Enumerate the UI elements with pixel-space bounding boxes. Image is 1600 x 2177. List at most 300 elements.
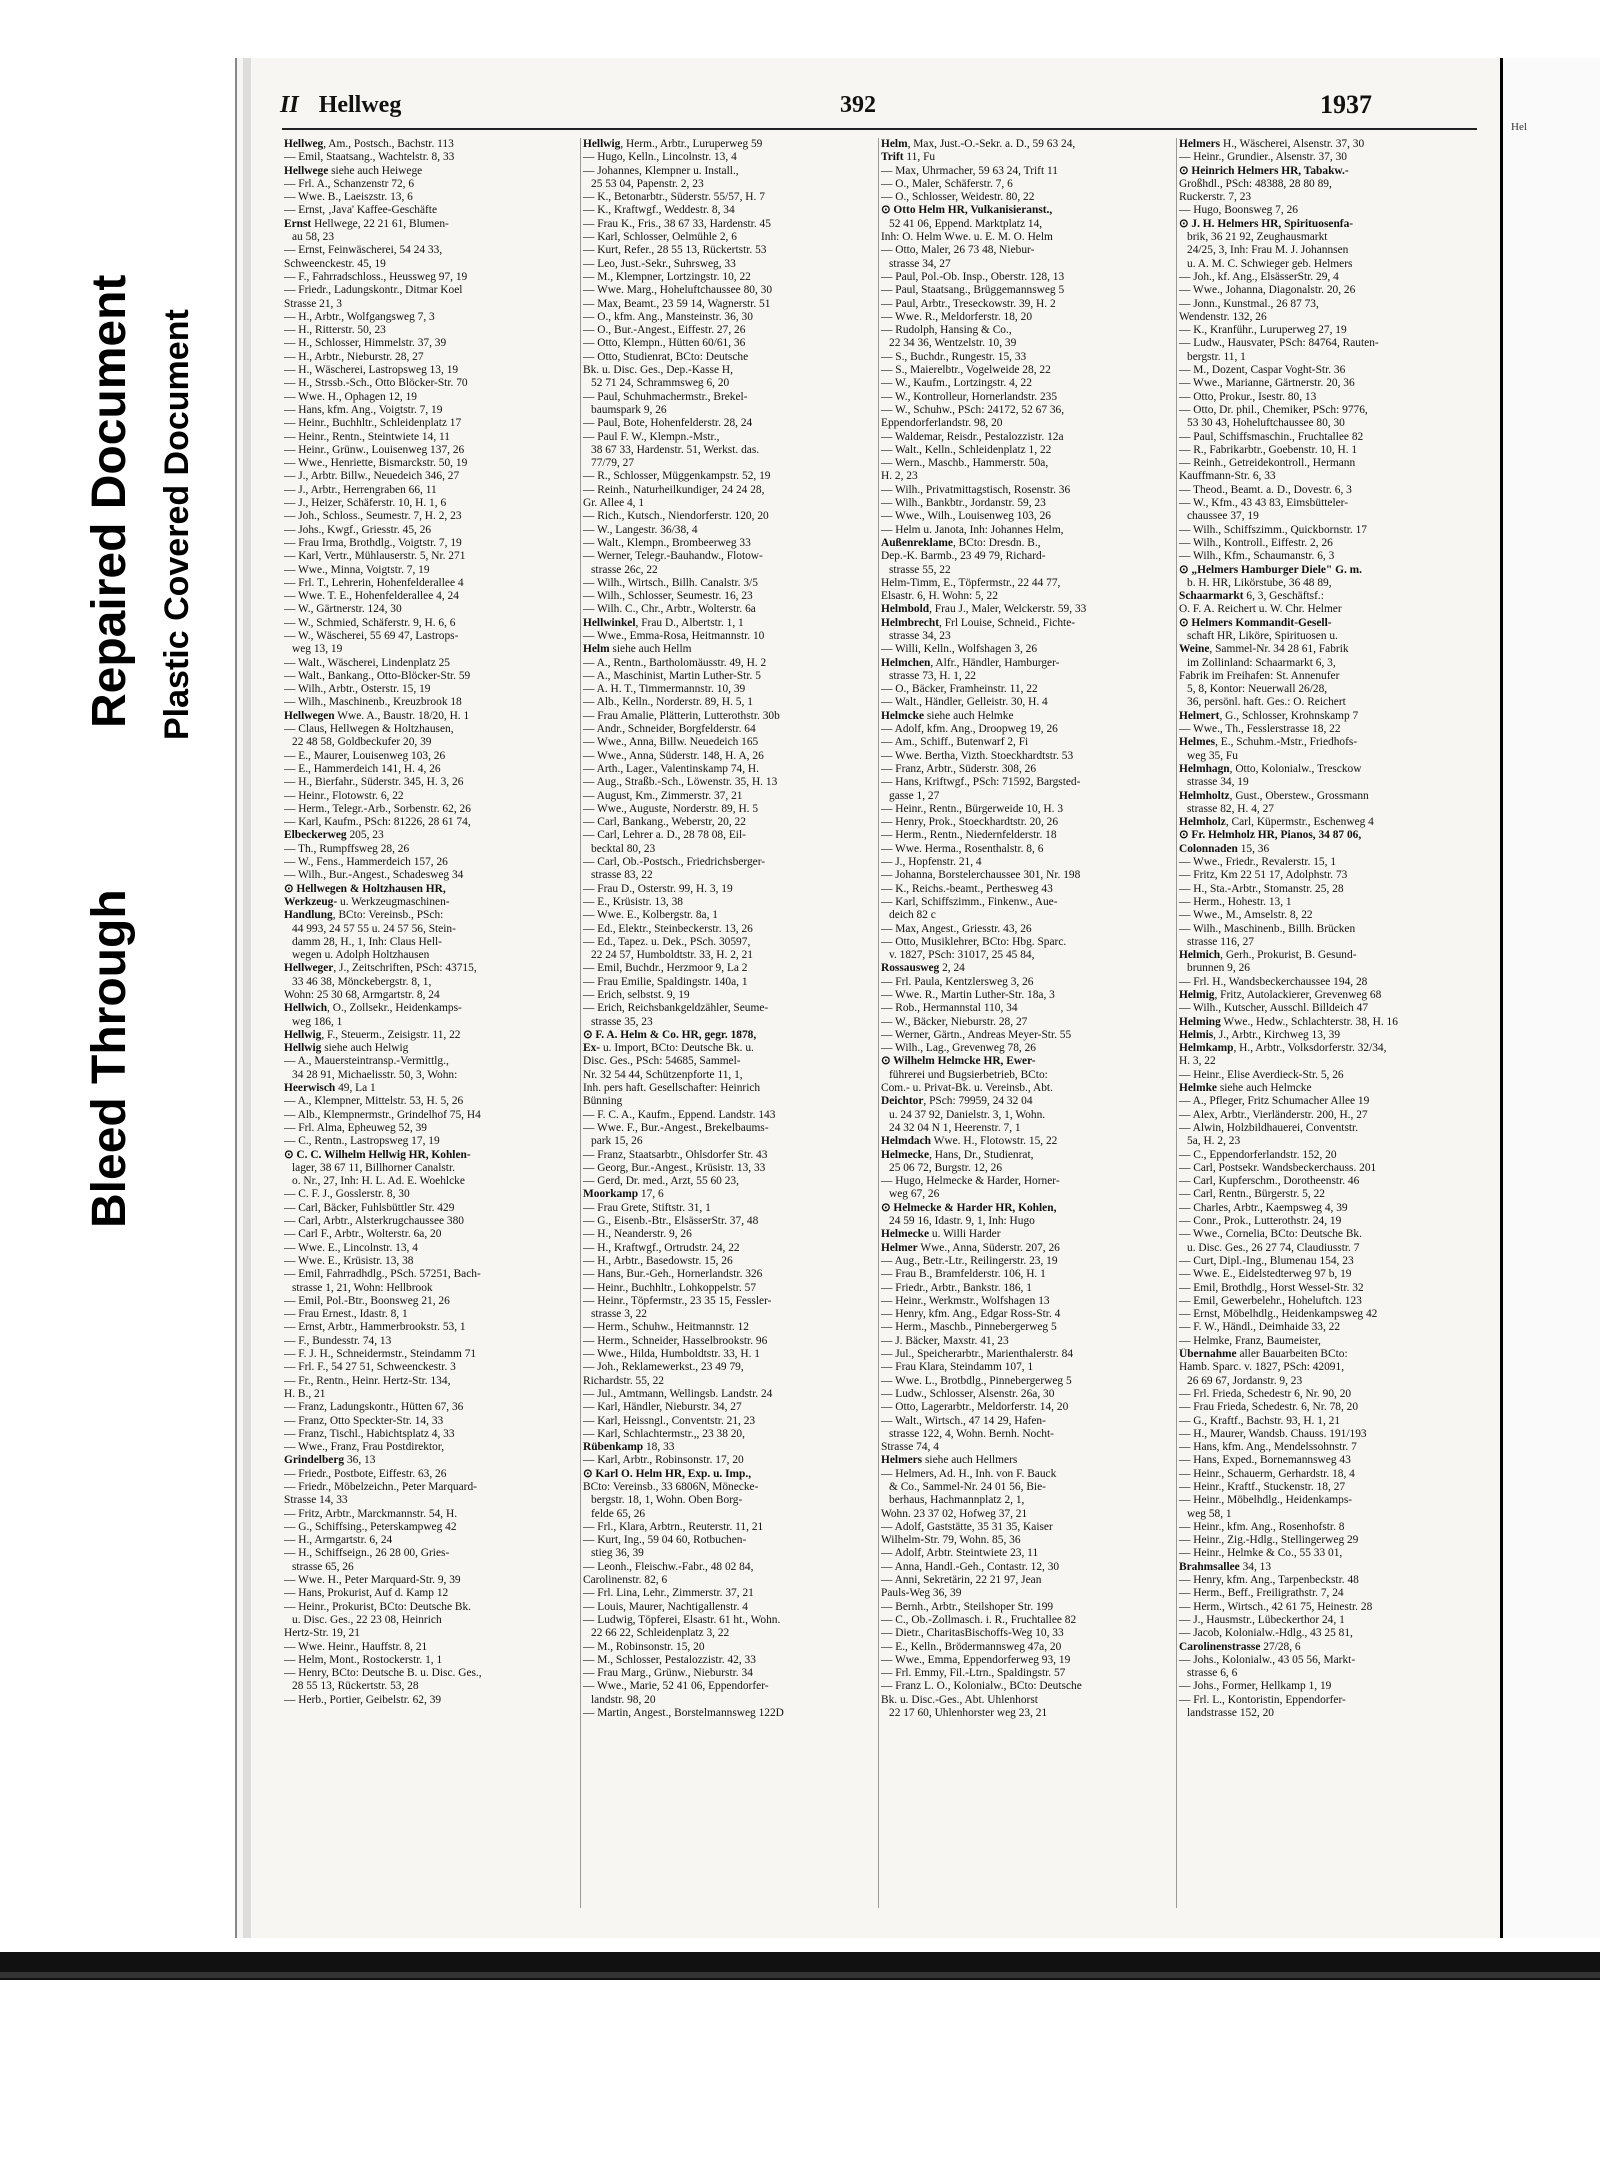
directory-line: — Alb., Klempnermstr., Grindelhof 75, H4 — [284, 1108, 481, 1121]
directory-line: — Frl. H., Wandsbeckerchaussee 194, 28 — [1179, 975, 1368, 988]
directory-line: — J., Arbtr., Herrengraben 66, 11 — [284, 483, 437, 496]
directory-line: Helming Wwe., Hedw., Schlachterstr. 38, H. 16 — [1179, 1015, 1398, 1028]
directory-line: landstrasse 152, 20 — [1187, 1707, 1274, 1720]
directory-line: 5, 8, Kontor: Neuerwall 26/28, — [1187, 683, 1328, 696]
directory-line: — Wilh., Wirtsch., Billh. Canalstr. 3/5 — [583, 576, 758, 589]
directory-line: — Kurt, Refer., 28 55 13, Rückertstr. 53 — [583, 244, 767, 257]
directory-line: — Georg, Bur.-Angest., Krüsistr. 13, 33 — [583, 1161, 766, 1174]
directory-line: — W., Schmied, Schäferstr. 9, H. 6, 6 — [284, 616, 456, 629]
directory-line: baumspark 9, 26 — [591, 403, 667, 416]
directory-line: — Emil, Fahrradhdlg., PSch. 57251, Bach- — [284, 1268, 481, 1281]
directory-line: — Hugo, Kelln., Lincolnstr. 13, 4 — [583, 151, 737, 164]
directory-line: — Rob., Hermannstal 110, 34 — [881, 1002, 1018, 1015]
directory-line: — Werner, Telegr.-Bauhandw., Flotow- — [583, 550, 763, 563]
directory-line: — Erich, selbstst. 9, 19 — [583, 989, 690, 1001]
directory-line: im Zollinland: Schaarmarkt 6, 3, — [1187, 656, 1336, 669]
directory-line: — Ernst, Feinwäscherei, 54 24 33, — [284, 244, 443, 257]
directory-line: — Franz, Otto Speckter-Str. 14, 33 — [284, 1414, 444, 1427]
directory-line: — Friedr., Arbtr., Bankstr. 186, 1 — [881, 1281, 1032, 1294]
directory-line: Trift 11, Fu — [881, 151, 936, 164]
directory-line: — Wilh., Kontroll., Eiffestr. 2, 26 — [1179, 536, 1333, 549]
directory-line: strasse 34, 23 — [889, 629, 951, 642]
directory-line: — C. F. J., Gosslerstr. 8, 30 — [284, 1188, 410, 1201]
directory-line: — Erich, Reichsbankgeldzähler, Seume- — [583, 1002, 769, 1015]
directory-line: — Henry, kfm. Ang., Edgar Ross-Str. 4 — [881, 1308, 1061, 1321]
plastic-covered-stamp: Plastic Covered Document — [158, 309, 196, 740]
column-4 — [1176, 138, 1469, 1908]
directory-line: 28 55 13, Rückertstr. 53, 28 — [292, 1680, 419, 1693]
directory-line: — Anni, Sekretärin, 22 21 97, Jean — [881, 1574, 1042, 1587]
directory-line: 33 46 38, Mönckebergstr. 8, 1, — [292, 975, 432, 988]
directory-line: — Heinr., Buchhltr., Lohkoppelstr. 57 — [583, 1281, 757, 1294]
directory-line: — K., Betonarbtr., Süderstr. 55/57, H. 7 — [583, 191, 765, 204]
directory-line: Wohn: 25 30 68, Armgartstr. 8, 24 — [284, 989, 440, 1001]
directory-line: — Frl. Lina, Lehr., Zimmerstr. 37, 21 — [583, 1587, 754, 1600]
directory-line: — Emil, Staatsang., Wachtelstr. 8, 33 — [284, 151, 455, 164]
directory-line: & Co., Sammel-Nr. 24 01 56, Bie- — [889, 1480, 1046, 1493]
directory-line: 5a, H. 2, 23 — [1187, 1135, 1241, 1148]
directory-line: — Joh., kf. Ang., ElsässerStr. 29, 4 — [1179, 270, 1339, 283]
directory-line: — M., Dozent, Caspar Voght-Str. 36 — [1179, 364, 1346, 377]
directory-line: — Wwe. R., Martin Luther-Str. 18a, 3 — [881, 989, 1055, 1001]
adjacent-page-text: Hel — [1511, 121, 1527, 133]
directory-line: — Karl, Kaufm., PSch: 81226, 28 61 74, — [284, 816, 471, 829]
directory-line: — Otto, Prokur., Isestr. 80, 13 — [1179, 390, 1317, 403]
directory-line: — Rich., Kutsch., Niendorferstr. 120, 20 — [583, 510, 769, 523]
directory-line: — S., Buchdr., Rungestr. 15, 33 — [881, 350, 1027, 363]
directory-line: — Emil, Gewerbelehr., Hoheluftch. 123 — [1179, 1294, 1362, 1307]
directory-line: — M., Schlosser, Pestalozzistr. 42, 33 — [583, 1653, 756, 1666]
directory-line: — Wwe., Cornelia, BCto: Deutsche Bk. — [1179, 1228, 1362, 1241]
directory-line: 22 48 58, Goldbeckufer 20, 39 — [292, 736, 432, 749]
directory-line: — Wwe., Anna, Süderstr. 148, H. A, 26 — [583, 749, 764, 762]
directory-line: Helmdach Wwe. H., Flotowstr. 15, 22 — [881, 1135, 1058, 1148]
directory-line: Helmes, E., Schuhm.-Mstr., Friedhofs- — [1179, 736, 1358, 749]
directory-line: — Conr., Prok., Lutterothstr. 24, 19 — [1179, 1215, 1342, 1228]
directory-line: Werkzeug- u. Werkzeugmaschinen- — [284, 895, 450, 908]
directory-line: — Theod., Beamt. a. D., Dovestr. 6, 3 — [1179, 483, 1352, 496]
directory-line: Hellweger, J., Zeitschriften, PSch: 43715, — [284, 962, 477, 975]
directory-line: — Heinr., kfm. Ang., Rosenhofstr. 8 — [1179, 1520, 1345, 1533]
directory-line: — Johs., Kolonialw., 43 05 56, Markt- — [1179, 1653, 1356, 1666]
directory-line: — M., Robinsonstr. 15, 20 — [583, 1640, 705, 1653]
directory-line: 22 17 60, Uhlenhorster weg 23, 21 — [889, 1707, 1048, 1720]
directory-line: — Wwe., Marie, 52 41 06, Eppendorfer- — [583, 1680, 769, 1693]
directory-line: — O., Schlosser, Weidestr. 80, 22 — [881, 191, 1035, 204]
directory-line: — Wilh., Bankbtr., Jordanstr. 59, 23 — [881, 497, 1046, 510]
directory-line: — A., Rentn., Bartholomäusstr. 49, H. 2 — [583, 656, 767, 669]
directory-line: — H., Arbtr., Wolfgangsweg 7, 3 — [284, 310, 435, 323]
directory-line: — Wwe., Emma, Eppendorferweg 93, 19 — [881, 1653, 1071, 1666]
directory-line: — Frau Irma, Brothdlg., Voigtstr. 7, 19 — [284, 536, 462, 549]
directory-line: — F. W., Händl., Deimhaide 33, 22 — [1179, 1321, 1341, 1334]
directory-line: Außenreklame, BCto: Dresdn. B., — [881, 536, 1041, 549]
directory-line: — Arth., Lager., Valentinskamp 74, H. — [583, 762, 760, 775]
directory-line: — Helmke, Franz, Baumeister, — [1179, 1334, 1321, 1347]
directory-line: — Hans, Bur.-Geh., Hornerlandstr. 326 — [583, 1268, 763, 1281]
directory-line: — Herm., Wirtsch., 42 61 75, Heinestr. 28 — [1179, 1600, 1373, 1613]
directory-line: — J., Heizer, Schäferstr. 10, H. 1, 6 — [284, 497, 447, 510]
directory-line: — Alwin, Holzbildhauerei, Conventstr. — [1179, 1121, 1359, 1134]
directory-line: — Ludw., Schlosser, Alsenstr. 26a, 30 — [881, 1387, 1055, 1400]
directory-line: — E., Maurer, Louisenweg 103, 26 — [284, 749, 446, 762]
directory-line: — Heinr., Rentn., Bürgerweide 10, H. 3 — [881, 802, 1064, 815]
directory-line: — Frau Ernest., Idastr. 8, 1 — [284, 1308, 408, 1321]
directory-line: — Adolf, kfm. Ang., Droopweg 19, 26 — [881, 723, 1058, 736]
directory-line: — W., Langestr. 36/38, 4 — [583, 523, 698, 536]
directory-line: — Carl, Arbtr., Alsterkrugchaussee 380 — [284, 1215, 465, 1228]
directory-line: strasse 26c, 22 — [591, 563, 658, 576]
directory-line: Helmkamp, H., Arbtr., Volksdorferstr. 32/34, — [1179, 1042, 1387, 1055]
page-header — [280, 92, 1480, 128]
directory-line: ⊙ Helmecke & Harder HR, Kohlen, — [881, 1201, 1057, 1214]
directory-line: — Franz, Staatsarbtr., Ohlsdorfer Str. 43 — [583, 1148, 768, 1161]
directory-line: wegen u. Adolph Holtzhausen — [292, 949, 430, 962]
directory-line: — R., Schlosser, Müggenkampstr. 52, 19 — [583, 470, 771, 483]
directory-line: — H., Sta.-Arbtr., Stomanstr. 25, 28 — [1179, 882, 1344, 895]
directory-line: strasse 122, 4, Wohn. Bernh. Nocht- — [889, 1427, 1054, 1440]
directory-line: — Herm., Maschb., Pinnebergerweg 5 — [881, 1321, 1057, 1334]
directory-line: — Frl. F., 54 27 51, Schweenckestr. 3 — [284, 1361, 456, 1374]
directory-line: 24 32 04 N 1, Heerenstr. 7, 1 — [889, 1121, 1021, 1134]
directory-line: — Joh., Reklamewerkst., 23 49 79, — [583, 1361, 744, 1374]
directory-line: — Heinr., Prokurist, BCto: Deutsche Bk. — [284, 1600, 471, 1613]
directory-line: b. H. HR, Likörstube, 36 48 89, — [1187, 576, 1332, 589]
directory-line: Hellwich, O., Zollsekr., Heidenkamps- — [284, 1002, 462, 1015]
directory-line: — Wwe. Heinr., Hauffstr. 8, 21 — [284, 1640, 428, 1653]
directory-line: — Karl, Schiffszimm., Finkenw., Aue- — [881, 895, 1058, 908]
directory-line: strasse 83, 22 — [591, 869, 653, 882]
directory-line: 25 06 72, Burgstr. 12, 26 — [889, 1161, 1003, 1174]
directory-line: becktal 80, 23 — [591, 842, 656, 855]
directory-line: — Frl., Klara, Arbtrn., Reuterstr. 11, 21 — [583, 1520, 764, 1533]
directory-line: — Walt., Klempn., Brombeerweg 33 — [583, 536, 751, 549]
directory-line: bergstr. 11, 1 — [1187, 350, 1246, 363]
directory-line: u. Disc. Ges., 22 23 08, Heinrich — [292, 1613, 442, 1626]
directory-line: Helmholz, Carl, Küpermstr., Eschenweg 4 — [1179, 816, 1374, 829]
directory-line: Rübenkamp 18, 33 — [583, 1441, 675, 1454]
directory-line: Inh. pers haft. Gesellschafter: Heinrich — [583, 1082, 761, 1095]
directory-line: Gr. Allee 4, 1 — [583, 497, 645, 510]
directory-line: — Ernst, ‚Java' Kaffee-Geschäfte — [284, 204, 438, 217]
directory-line: 22 34 36, Wentzelstr. 10, 39 — [889, 337, 1017, 350]
directory-line: — Walt., Kelln., Schleidenplatz 1, 22 — [881, 443, 1052, 456]
directory-line: Deichtor, PSch: 79959, 24 32 04 — [881, 1095, 1033, 1108]
directory-line: — Dietr., CharitasBischoffs-Weg 10, 33 — [881, 1627, 1064, 1640]
directory-line: — Wwe., Marianne, Gärtnerstr. 20, 36 — [1179, 377, 1355, 390]
directory-line: v. 1827, PSch: 31017, 25 45 84, — [889, 949, 1035, 962]
directory-line: — Ludwig, Töpferei, Elsastr. 61 ht., Wohn. — [583, 1613, 781, 1626]
directory-line: H. B., 21 — [284, 1387, 326, 1400]
directory-line: park 15, 26 — [591, 1135, 643, 1148]
directory-line: ⊙ Karl O. Helm HR, Exp. u. Imp., — [583, 1467, 752, 1480]
directory-line: — Wern., Maschb., Hammerstr. 50a, — [881, 457, 1049, 470]
directory-line: Com.- u. Privat-Bk. u. Vereinsb., Abt. — [881, 1082, 1053, 1095]
directory-line: — Carl, Lehrer a. D., 28 78 08, Eil- — [583, 829, 746, 842]
directory-line: strasse 116, 27 — [1187, 935, 1254, 948]
directory-line: — H., Wäscherei, Lastropsweg 13, 19 — [284, 364, 459, 377]
directory-line: Helm siehe auch Hellm — [583, 643, 692, 656]
directory-line: — Andr., Schneider, Borgfelderstr. 64 — [583, 723, 756, 736]
directory-line: — Wilh., Lag., Grevenweg 78, 26 — [881, 1042, 1036, 1055]
directory-line: — Wwe. H., Ophagen 12, 19 — [284, 390, 417, 403]
directory-line: — Franz, Arbtr., Süderstr. 308, 26 — [881, 762, 1037, 775]
directory-line: bergstr. 18, 1, Wohn. Oben Borg- — [591, 1494, 743, 1507]
directory-line: — Heinr., Grünw., Louisenweg 137, 26 — [284, 443, 465, 456]
page-number: 392 — [840, 92, 876, 118]
directory-line: brunnen 9, 26 — [1187, 962, 1250, 975]
directory-line: strasse 3, 22 — [591, 1308, 647, 1321]
directory-line: — Karl, Arbtr., Robinsonstr. 17, 20 — [583, 1454, 744, 1467]
directory-line: — Heinr., Rentn., Steintwiete 14, 11 — [284, 430, 450, 443]
directory-line: — Wwe. Herma., Rosenthalstr. 8, 6 — [881, 842, 1044, 855]
directory-line: — O., Maler, Schäferstr. 7, 6 — [881, 177, 1013, 190]
directory-line: — Wilh., Maschinenb., Kreuzbrook 18 — [284, 696, 462, 709]
directory-line: — Frau D., Osterstr. 99, H. 3, 19 — [583, 882, 733, 895]
directory-line: — G., Eisenb.-Btr., ElsässerStr. 37, 48 — [583, 1215, 759, 1228]
directory-line: — Wilh., Schlosser, Seumestr. 16, 23 — [583, 590, 753, 603]
directory-line: — Johs., Former, Hellkamp 1, 19 — [1179, 1680, 1332, 1693]
column-1 — [282, 138, 574, 1908]
directory-line: — Reinh., Getreidekontroll., Hermann — [1179, 457, 1356, 470]
directory-line: Helmcke siehe auch Helmke — [881, 709, 1014, 722]
directory-line: Helmert, G., Schlosser, Krohnskamp 7 — [1179, 709, 1359, 722]
directory-line: ⊙ „Helmers Hamburger Diele" G. m. — [1179, 563, 1362, 576]
directory-line: — Emil, Buchdr., Herzmoor 9, La 2 — [583, 962, 748, 975]
directory-line: strasse 34, 27 — [889, 257, 951, 270]
directory-line: — A. H. T., Timmermannstr. 10, 39 — [583, 683, 746, 696]
directory-line: 24/25, 3, Inh: Frau M. J. Johannsen — [1187, 244, 1349, 257]
directory-line: Ernst Hellwege, 22 21 61, Blumen- — [284, 217, 449, 230]
directory-line: Schweenckestr. 45, 19 — [284, 257, 386, 270]
directory-line: — Wwe., Emma-Rosa, Heitmannstr. 10 — [583, 629, 765, 642]
directory-line: H. 3, 22 — [1179, 1055, 1216, 1068]
directory-line: — Wwe. T. E., Hohenfelderallee 4, 24 — [284, 590, 459, 603]
scan-edge-band-lower — [0, 1972, 1600, 1978]
directory-line: — Fritz, Arbtr., Marckmannstr. 54, H. — [284, 1507, 458, 1520]
directory-line: — Hans, Kriftwgf., PSch: 71592, Bargsted- — [881, 776, 1081, 789]
directory-line: — Wilh., Kutscher, Ausschl. Billdeich 47 — [1179, 1002, 1369, 1015]
directory-line: ⊙ Wilhelm Helmcke HR, Ewer- — [881, 1055, 1036, 1068]
directory-line: — H., Schiffseign., 26 28 00, Gries- — [284, 1547, 450, 1560]
directory-line: — Otto, Musiklehrer, BCto: Hbg. Sparc. — [881, 935, 1067, 948]
directory-line: deich 82 c — [889, 909, 936, 922]
directory-line: Dep.-K. Barmb., 23 49 79, Richard- — [881, 550, 1046, 563]
directory-line: — Heinr., Helmke & Co., 55 33 01, — [1179, 1547, 1343, 1560]
directory-line: — Johannes, Klempner u. Install., — [583, 164, 739, 177]
directory-line: — Frau K., Fris., 38 67 33, Hardenstr. 45 — [583, 217, 771, 230]
directory-line: Helmchen, Alfr., Händler, Hamburger- — [881, 656, 1060, 669]
directory-line: — Wwe., M., Amselstr. 8, 22 — [1179, 909, 1313, 922]
directory-line: — Max, Angest., Griesstr. 43, 26 — [881, 922, 1032, 935]
directory-line: Wohn. 23 37 02, Hofweg 37, 21 — [881, 1507, 1028, 1520]
directory-line: — H., Arbtr., Basedowstr. 15, 26 — [583, 1254, 733, 1267]
directory-line: Hertz-Str. 19, 21 — [284, 1627, 360, 1640]
directory-line: — Franz, Tischl., Habichtsplatz 4, 33 — [284, 1427, 455, 1440]
directory-line: — Ernst, Arbtr., Hammerbrookstr. 53, 1 — [284, 1321, 466, 1334]
directory-line: 44 993, 24 57 55 u. 24 57 56, Stein- — [292, 922, 456, 935]
directory-line: — Otto, Dr. phil., Chemiker, PSch: 9776, — [1179, 403, 1368, 416]
directory-line: — Wwe., Minna, Voigtstr. 7, 19 — [284, 563, 430, 576]
directory-line: — Otto, Klempn., Hütten 60/61, 36 — [583, 337, 746, 350]
directory-line: Elbeckerweg 205, 23 — [284, 829, 384, 842]
directory-line: — Werner, Gärtn., Andreas Meyer-Str. 55 — [881, 1028, 1072, 1041]
directory-line: 52 41 06, Eppend. Marktplatz 14, — [889, 217, 1043, 230]
directory-line: — Ed., Elektr., Steinbeckerstr. 13, 26 — [583, 922, 753, 935]
page-title: Hellweg — [318, 92, 402, 118]
directory-line: ⊙ Heinrich Helmers HR, Tabakw.- — [1179, 164, 1349, 177]
directory-line: — Frl. Frieda, Schedestr 6, Nr. 90, 20 — [1179, 1387, 1352, 1400]
directory-line: — Aug., Straßb.-Sch., Löwenstr. 35, H. 13 — [583, 776, 778, 789]
directory-line: — H., Neanderstr. 9, 26 — [583, 1228, 692, 1241]
directory-line: — Anna, Handl.-Geh., Contastr. 12, 30 — [881, 1560, 1060, 1573]
directory-columns — [282, 138, 1477, 1908]
directory-line: — Wilh. C., Chr., Arbtr., Wolterstr. 6a — [583, 603, 756, 616]
directory-line: — Frau Amalie, Plätterin, Lutterothstr. 30b — [583, 709, 780, 722]
directory-line: — Carl, Rentn., Bürgerstr. 5, 22 — [1179, 1188, 1325, 1201]
directory-line: Moorkamp 17, 6 — [583, 1188, 664, 1201]
directory-line: — O., Bur.-Angest., Eiffestr. 27, 26 — [583, 324, 746, 337]
directory-line: — G., Schiffsing., Peterskampweg 42 — [284, 1520, 457, 1533]
directory-line: — F. C. A., Kaufm., Eppend. Landstr. 143 — [583, 1108, 776, 1121]
directory-line: — Wwe., Hilda, Humboldtstr. 33, H. 1 — [583, 1348, 760, 1361]
directory-line: — Claus, Hellwegen & Holtzhausen, — [284, 723, 454, 736]
directory-line: — Karl, Händler, Nieburstr. 34, 27 — [583, 1401, 742, 1414]
directory-line: Fabrik im Freihafen: St. Annenufer — [1179, 669, 1340, 682]
directory-line: — Wwe. F., Bur.-Angest., Brekelbaums- — [583, 1121, 769, 1134]
directory-line: — Frl. Paula, Kentzlersweg 3, 26 — [881, 975, 1034, 988]
directory-line: — A., Mauersteintransp.-Vermittlg., — [284, 1055, 449, 1068]
directory-line: — K., Reichs.-beamt., Perthesweg 43 — [881, 882, 1053, 895]
directory-line: — Wwe. E., Krüsistr. 13, 38 — [284, 1254, 414, 1267]
directory-line: Pauls-Weg 36, 39 — [881, 1587, 962, 1600]
directory-line: Nr. 32 54 44, Schützenpforte 11, 1, — [583, 1068, 743, 1081]
column-3 — [878, 138, 1171, 1908]
directory-line: — Herm., Hohestr. 13, 1 — [1179, 895, 1292, 908]
directory-line: — Wwe., Wilh., Louisenweg 103, 26 — [881, 510, 1051, 523]
directory-line: Helmers siehe auch Hellmers — [881, 1454, 1018, 1467]
directory-line: Helmer Wwe., Anna, Süderstr. 207, 26 — [881, 1241, 1060, 1254]
directory-line: weg 67, 26 — [889, 1188, 940, 1201]
directory-line: — Wwe., Auguste, Norderstr. 89, H. 5 — [583, 802, 759, 815]
directory-line: au 58, 23 — [292, 231, 335, 244]
directory-line: — Frl. Emmy, Fil.-Ltrn., Spaldingstr. 57 — [881, 1667, 1066, 1680]
directory-line: — Johs., Kwgf., Griesstr. 45, 26 — [284, 523, 432, 536]
directory-line: — Wilh., Privatmittagstisch, Rosenstr. 36 — [881, 483, 1071, 496]
directory-line: — Louis, Maurer, Nachtigallenstr. 4 — [583, 1600, 748, 1613]
directory-line: weg 58, 1 — [1187, 1507, 1232, 1520]
directory-line: — Heinr., Werkmstr., Wolfshagen 13 — [881, 1294, 1050, 1307]
directory-line: Hellweg, Am., Postsch., Bachstr. 113 — [284, 138, 454, 150]
directory-line: — E., Kelln., Brödermannsweg 47a, 20 — [881, 1640, 1062, 1653]
directory-line: strasse 73, H. 1, 22 — [889, 669, 977, 682]
directory-line: Strasse 74, 4 — [881, 1441, 939, 1454]
directory-line: — Wwe. L., Brotbdlg., Pinnebergerweg 5 — [881, 1374, 1072, 1387]
directory-line: — Carl, Bäcker, Fuhlsbüttler Str. 429 — [284, 1201, 455, 1214]
directory-line: Helmbold, Frau J., Maler, Welckerstr. 59, 33 — [881, 603, 1087, 616]
directory-line: ⊙ C. C. Wilhelm Hellwig HR, Kohlen- — [284, 1148, 471, 1161]
directory-line: — F. J. H., Schneidermstr., Steindamm 71 — [284, 1348, 477, 1361]
directory-line: — Hans, Prokurist, Auf d. Kamp 12 — [284, 1587, 449, 1600]
directory-line: — Karl, Heissngl., Conventstr. 21, 23 — [583, 1414, 756, 1427]
directory-line: Grindelberg 36, 13 — [284, 1454, 376, 1467]
directory-line: — K., Kraftwgf., Weddestr. 8, 34 — [583, 204, 735, 217]
repaired-document-stamp: Repaired Document — [83, 274, 136, 728]
directory-line: Richardstr. 55, 22 — [583, 1374, 664, 1387]
directory-line: — W., Bäcker, Nieburstr. 28, 27 — [881, 1015, 1028, 1028]
directory-line: — Wwe. H., Peter Marquard-Str. 9, 39 — [284, 1574, 461, 1587]
directory-line: Wilhelm-Str. 79, Wohn. 85, 36 — [881, 1534, 1021, 1547]
directory-line: — H., Bierfahr., Süderstr. 345, H. 3, 26 — [284, 776, 464, 789]
directory-line: — W., Fens., Hammerdeich 157, 26 — [284, 856, 448, 869]
directory-line: — Jul., Amtmann, Wellingsb. Landstr. 24 — [583, 1387, 773, 1400]
directory-line: — Heinr., Töpfermstr., 23 35 15, Fessler- — [583, 1294, 772, 1307]
directory-line: — Emil, Brothdlg., Horst Wessel-Str. 32 — [1179, 1281, 1364, 1294]
directory-line: — Helm, Mont., Rostockerstr. 1, 1 — [284, 1653, 443, 1666]
directory-line: führerei und Bugsierbetrieb, BCto: — [889, 1068, 1048, 1081]
directory-line: weg 35, Fu — [1187, 749, 1238, 762]
adjacent-page-strip — [1500, 58, 1600, 1938]
directory-line: Wendenstr. 132, 26 — [1179, 310, 1267, 323]
directory-line: — Wilh., Maschinenb., Billh. Brücken — [1179, 922, 1356, 935]
directory-line: — A., Pfleger, Fritz Schumacher Allee 19 — [1179, 1095, 1370, 1108]
directory-line: — Alb., Kelln., Norderstr. 89, H. 5, 1 — [583, 696, 753, 709]
directory-line: — Leonh., Fleischw.-Fabr., 48 02 84, — [583, 1560, 754, 1573]
directory-line: felde 65, 26 — [591, 1507, 646, 1520]
directory-line: — Karl, Vertr., Mühlauserstr. 5, Nr. 271 — [284, 550, 466, 563]
page-gutter — [243, 58, 251, 1938]
directory-line: — Reinh., Naturheilkundiger, 24 24 28, — [583, 483, 765, 496]
directory-line: Hellwege siehe auch Heiwege — [284, 164, 423, 177]
directory-line: — Wwe. Bertha, Vizth. Stoeckhardtstr. 53 — [881, 749, 1074, 762]
directory-line: — J., Hopfenstr. 21, 4 — [881, 856, 982, 869]
directory-line: — E., Hammerdeich 141, H. 4, 26 — [284, 762, 441, 775]
directory-line: Hellwig, Herm., Arbtr., Luruperweg 59 — [583, 138, 763, 150]
directory-line: — Walt., Wirtsch., 47 14 29, Hafen- — [881, 1414, 1046, 1427]
directory-line: — W., Gärtnerstr. 124, 30 — [284, 603, 402, 616]
directory-line: Heerwisch 49, La 1 — [284, 1082, 376, 1095]
directory-line: — H., Strssb.-Sch., Otto Blöcker-Str. 70 — [284, 377, 468, 390]
directory-line: — Wwe. B., Laeiszstr. 13, 6 — [284, 191, 413, 204]
directory-line: — F., Bundesstr. 74, 13 — [284, 1334, 392, 1347]
directory-line: H. 2, 23 — [881, 470, 918, 483]
directory-line: — Paul, Pol.-Ob. Insp., Oberstr. 128, 13 — [881, 270, 1065, 283]
directory-line: — Heinr., Flotowstr. 6, 22 — [284, 789, 404, 802]
directory-line: Helmers H., Wäscherei, Alsenstr. 37, 30 — [1179, 138, 1365, 150]
directory-line: — Wwe., Friedr., Revalerstr. 15, 1 — [1179, 856, 1337, 869]
directory-line: ⊙ Fr. Helmholz HR, Pianos, 34 87 06, — [1179, 829, 1362, 842]
directory-line: strasse 65, 26 — [292, 1560, 354, 1573]
directory-line: Helmhagn, Otto, Kolonialw., Tresckow — [1179, 762, 1362, 775]
directory-line: — C., Eppendorferlandstr. 152, 20 — [1179, 1148, 1337, 1161]
directory-line: — Carl, Ob.-Postsch., Friedrichsberger- — [583, 856, 766, 869]
directory-line: — Henry, Prok., Stoeckhardtstr. 20, 26 — [881, 816, 1059, 829]
directory-line: Kauffmann-Str. 6, 33 — [1179, 470, 1276, 483]
directory-line: — Wilh., Schiffszimm., Quickbornstr. 17 — [1179, 523, 1368, 536]
directory-line: — August, Km., Zimmerstr. 37, 21 — [583, 789, 743, 802]
directory-line: — Walt., Bankang., Otto-Blöcker-Str. 59 — [284, 669, 471, 682]
directory-line: — C., Ob.-Zollmasch. i. R., Fruchtallee 82 — [881, 1613, 1077, 1626]
directory-line: — S., Maierelbtr., Vogelweide 28, 22 — [881, 364, 1051, 377]
directory-line: chaussee 37, 19 — [1187, 510, 1259, 523]
directory-line: Helmecke, Hans, Dr., Studienrat, — [881, 1148, 1034, 1161]
directory-line: strasse 82, H. 4, 27 — [1187, 802, 1275, 815]
directory-line: — Frau B., Bramfelderstr. 106, H. 1 — [881, 1268, 1046, 1281]
directory-line: — Hugo, Boonsweg 7, 26 — [1179, 204, 1298, 217]
directory-line: — H., Armgartstr. 6, 24 — [284, 1534, 393, 1547]
directory-line: — Carl, Bankang., Weberstr, 20, 22 — [583, 816, 746, 829]
directory-line: — Frl. Alma, Epheuweg 52, 39 — [284, 1121, 427, 1134]
